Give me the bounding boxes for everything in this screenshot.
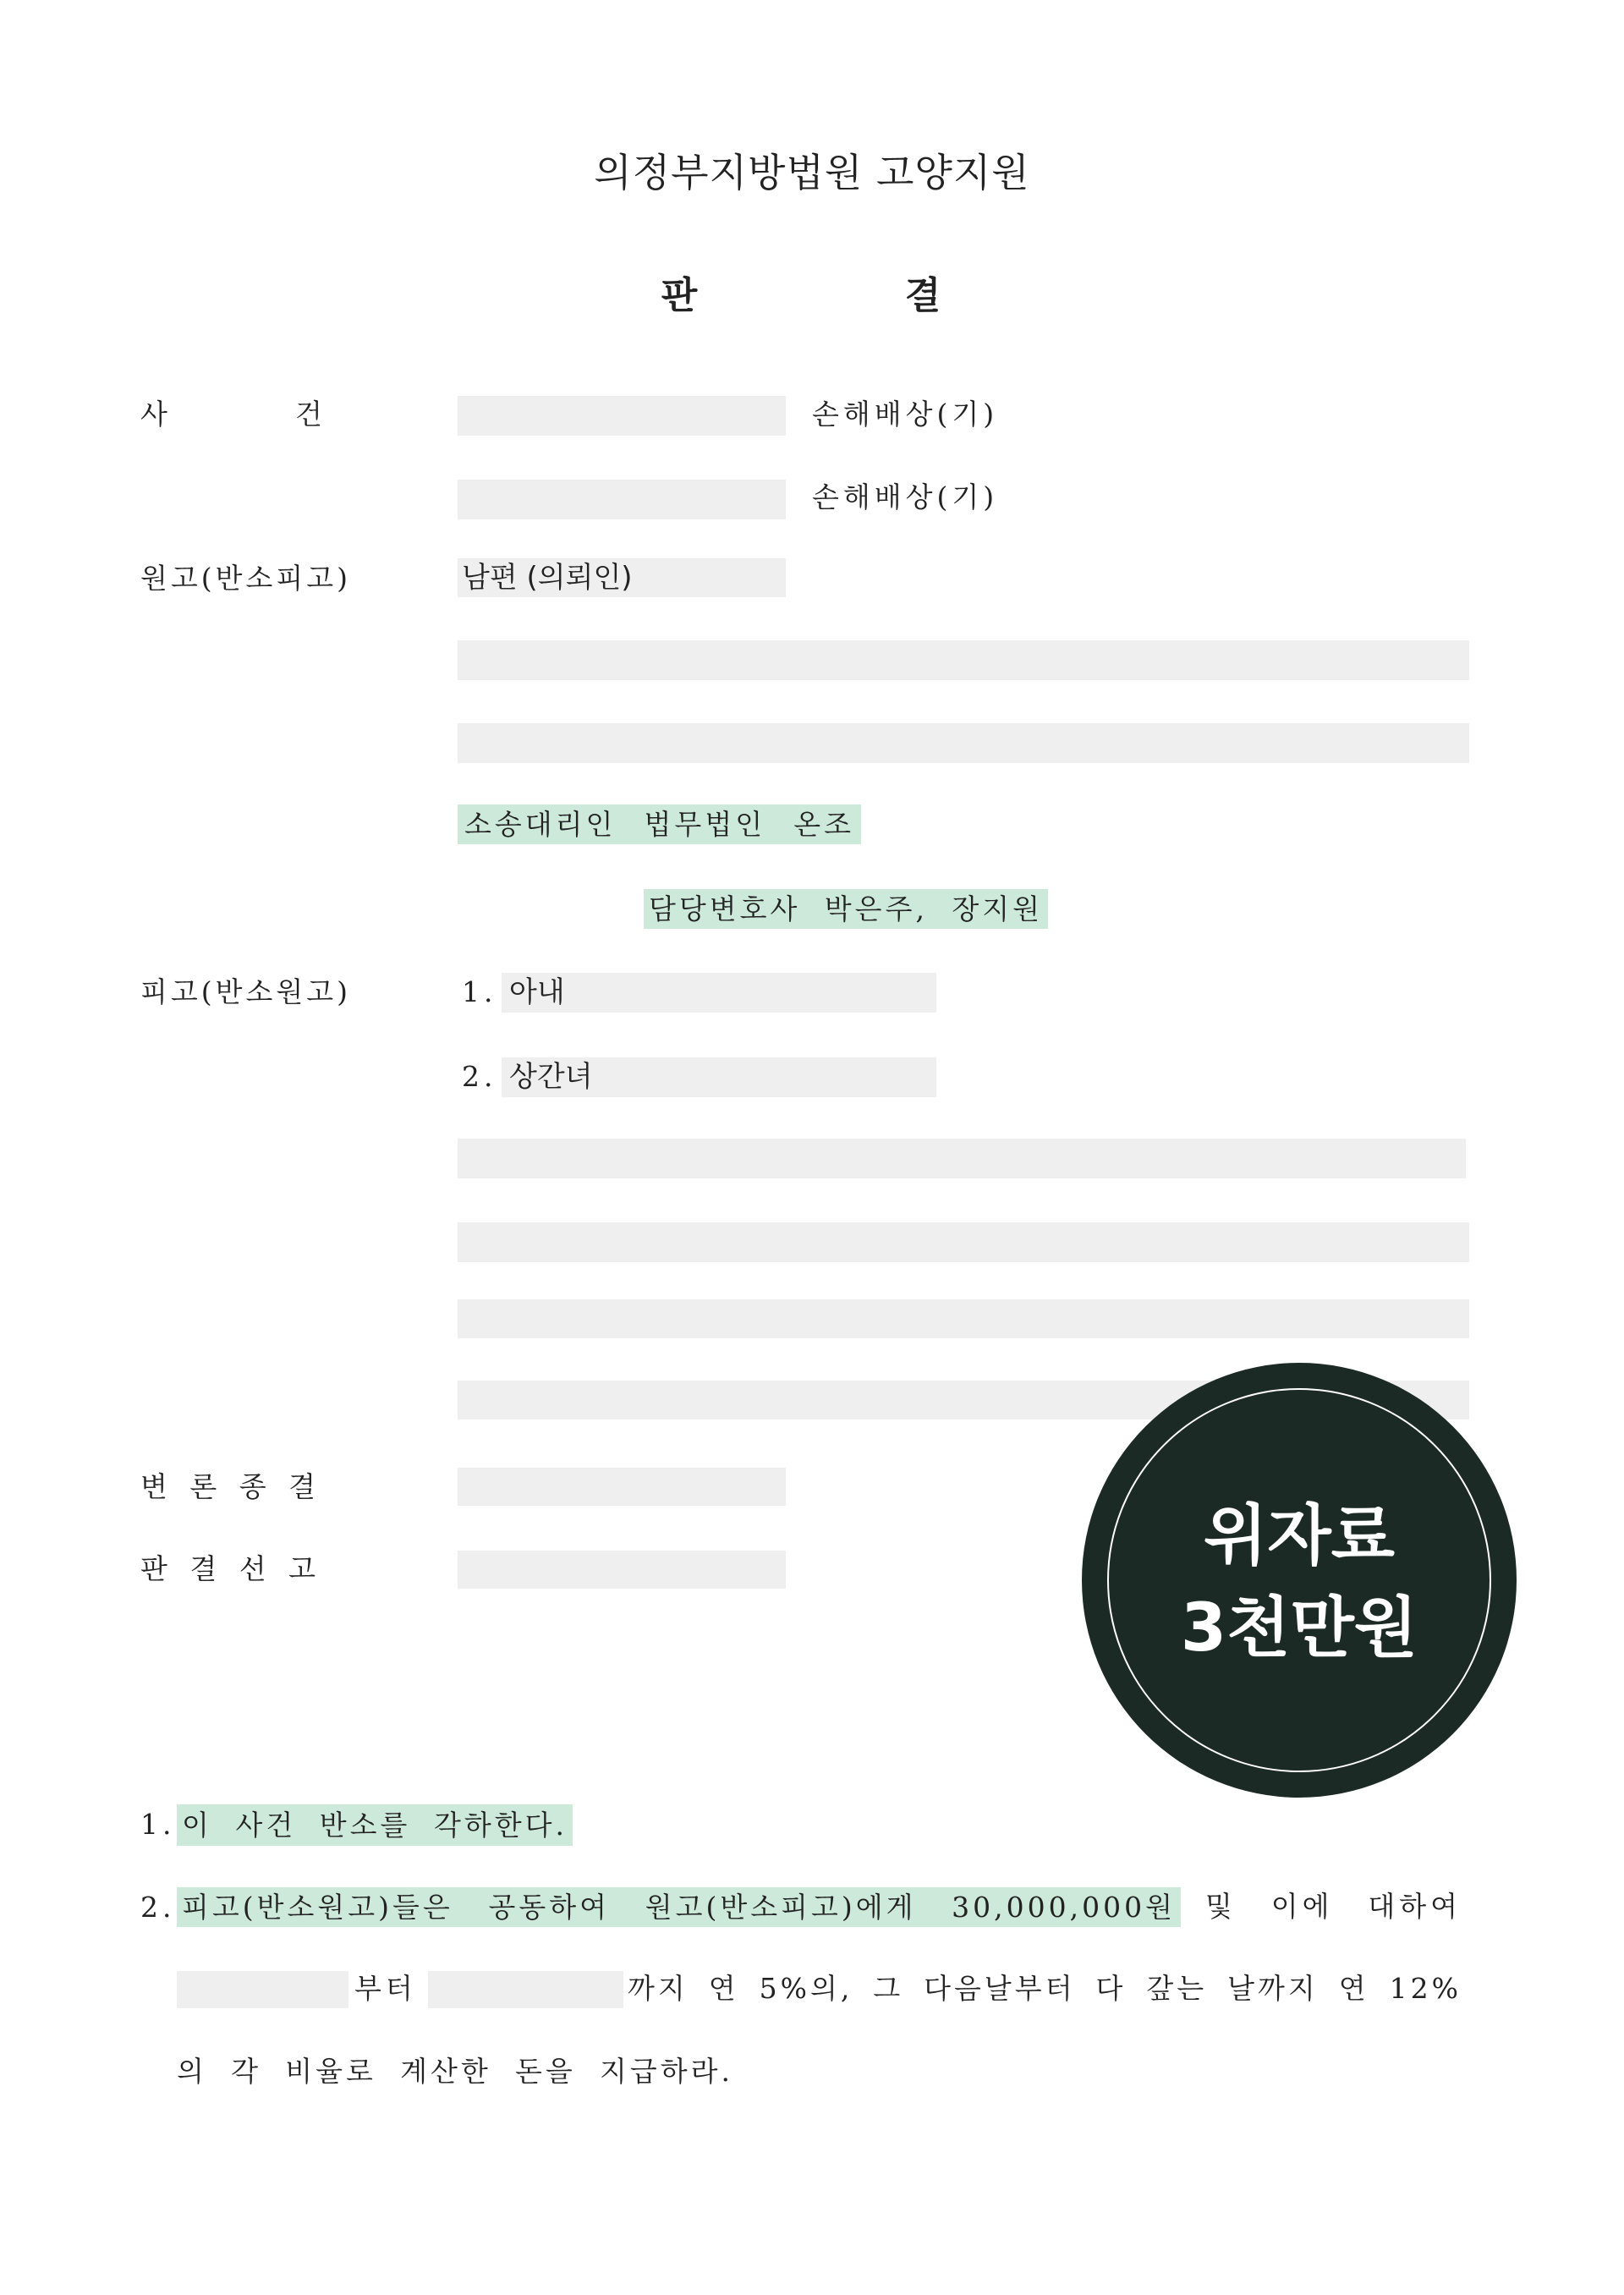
case-type-1: 손해배상(기) — [812, 398, 999, 431]
plaintiff-counsel: 소송대리인 법무법인 온조 — [458, 804, 861, 844]
redacted-ruling-date — [458, 1551, 786, 1589]
defendant-2-name: 상간녀 — [509, 1060, 593, 1094]
damages-badge — [1082, 1363, 1517, 1798]
redacted-start-date — [177, 1971, 348, 2008]
order-2-num: 2. — [140, 1891, 176, 1924]
redacted-end-date — [428, 1971, 623, 2008]
redacted-plaintiff-address-1 — [458, 640, 1469, 680]
badge-line1: 위자료 — [1203, 1498, 1396, 1574]
redacted-defendant-1-box — [502, 973, 936, 1013]
redacted-plaintiff-address-2 — [458, 723, 1469, 763]
plaintiff-name: 남편 (의뢰인) — [462, 561, 633, 595]
plaintiff-label: 원고(반소피고) — [140, 562, 352, 595]
order-2-last: 의 각 비율로 계산한 돈을 지급하라. — [177, 2055, 733, 2088]
case-type-2: 손해배상(기) — [812, 480, 999, 513]
redacted-defendant-address-1 — [458, 1139, 1466, 1178]
defendant-1-name: 아내 — [509, 975, 565, 1009]
badge-line2: 3천만원 — [1180, 1590, 1418, 1666]
doc-title-char1: 판 — [661, 274, 698, 317]
plaintiff-attorneys: 담당변호사 박은주, 장지원 — [644, 889, 1048, 929]
closing-label: 변 론 종 결 — [140, 1470, 322, 1503]
badge-ring — [1107, 1388, 1491, 1772]
order-1-text: 이 사건 반소를 각하한다. — [177, 1804, 573, 1846]
defendant-1-num: 1. — [462, 975, 497, 1008]
order-2-from: 부터 — [354, 1972, 417, 2005]
order-2-interest: 까지 연 5%의, 그 다음날부터 다 갚는 날까지 연 12% — [628, 1972, 1462, 2005]
order-2-rest: 및 이에 대하여 — [1205, 1890, 1462, 1923]
doc-title-char2: 결 — [904, 274, 941, 317]
redacted-defendant-address-2 — [458, 1222, 1469, 1262]
order-1-num: 1. — [140, 1808, 176, 1841]
redacted-closing-date — [458, 1468, 786, 1506]
ruling-label: 판 결 선 고 — [140, 1552, 322, 1585]
court-name: 의정부지방법원 고양지원 — [594, 150, 1030, 195]
redacted-defendant-address-3 — [458, 1299, 1469, 1338]
case-label-char1: 사 — [140, 398, 172, 431]
defendant-2-num: 2. — [462, 1060, 497, 1093]
case-label-char2: 건 — [295, 398, 326, 431]
defendant-label: 피고(반소원고) — [140, 975, 352, 1008]
redacted-case-number-2 — [458, 480, 786, 519]
redacted-case-number-1 — [458, 396, 786, 436]
order-2-highlight: 피고(반소원고)들은 공동하여 원고(반소피고)에게 30,000,000원 — [177, 1887, 1181, 1927]
